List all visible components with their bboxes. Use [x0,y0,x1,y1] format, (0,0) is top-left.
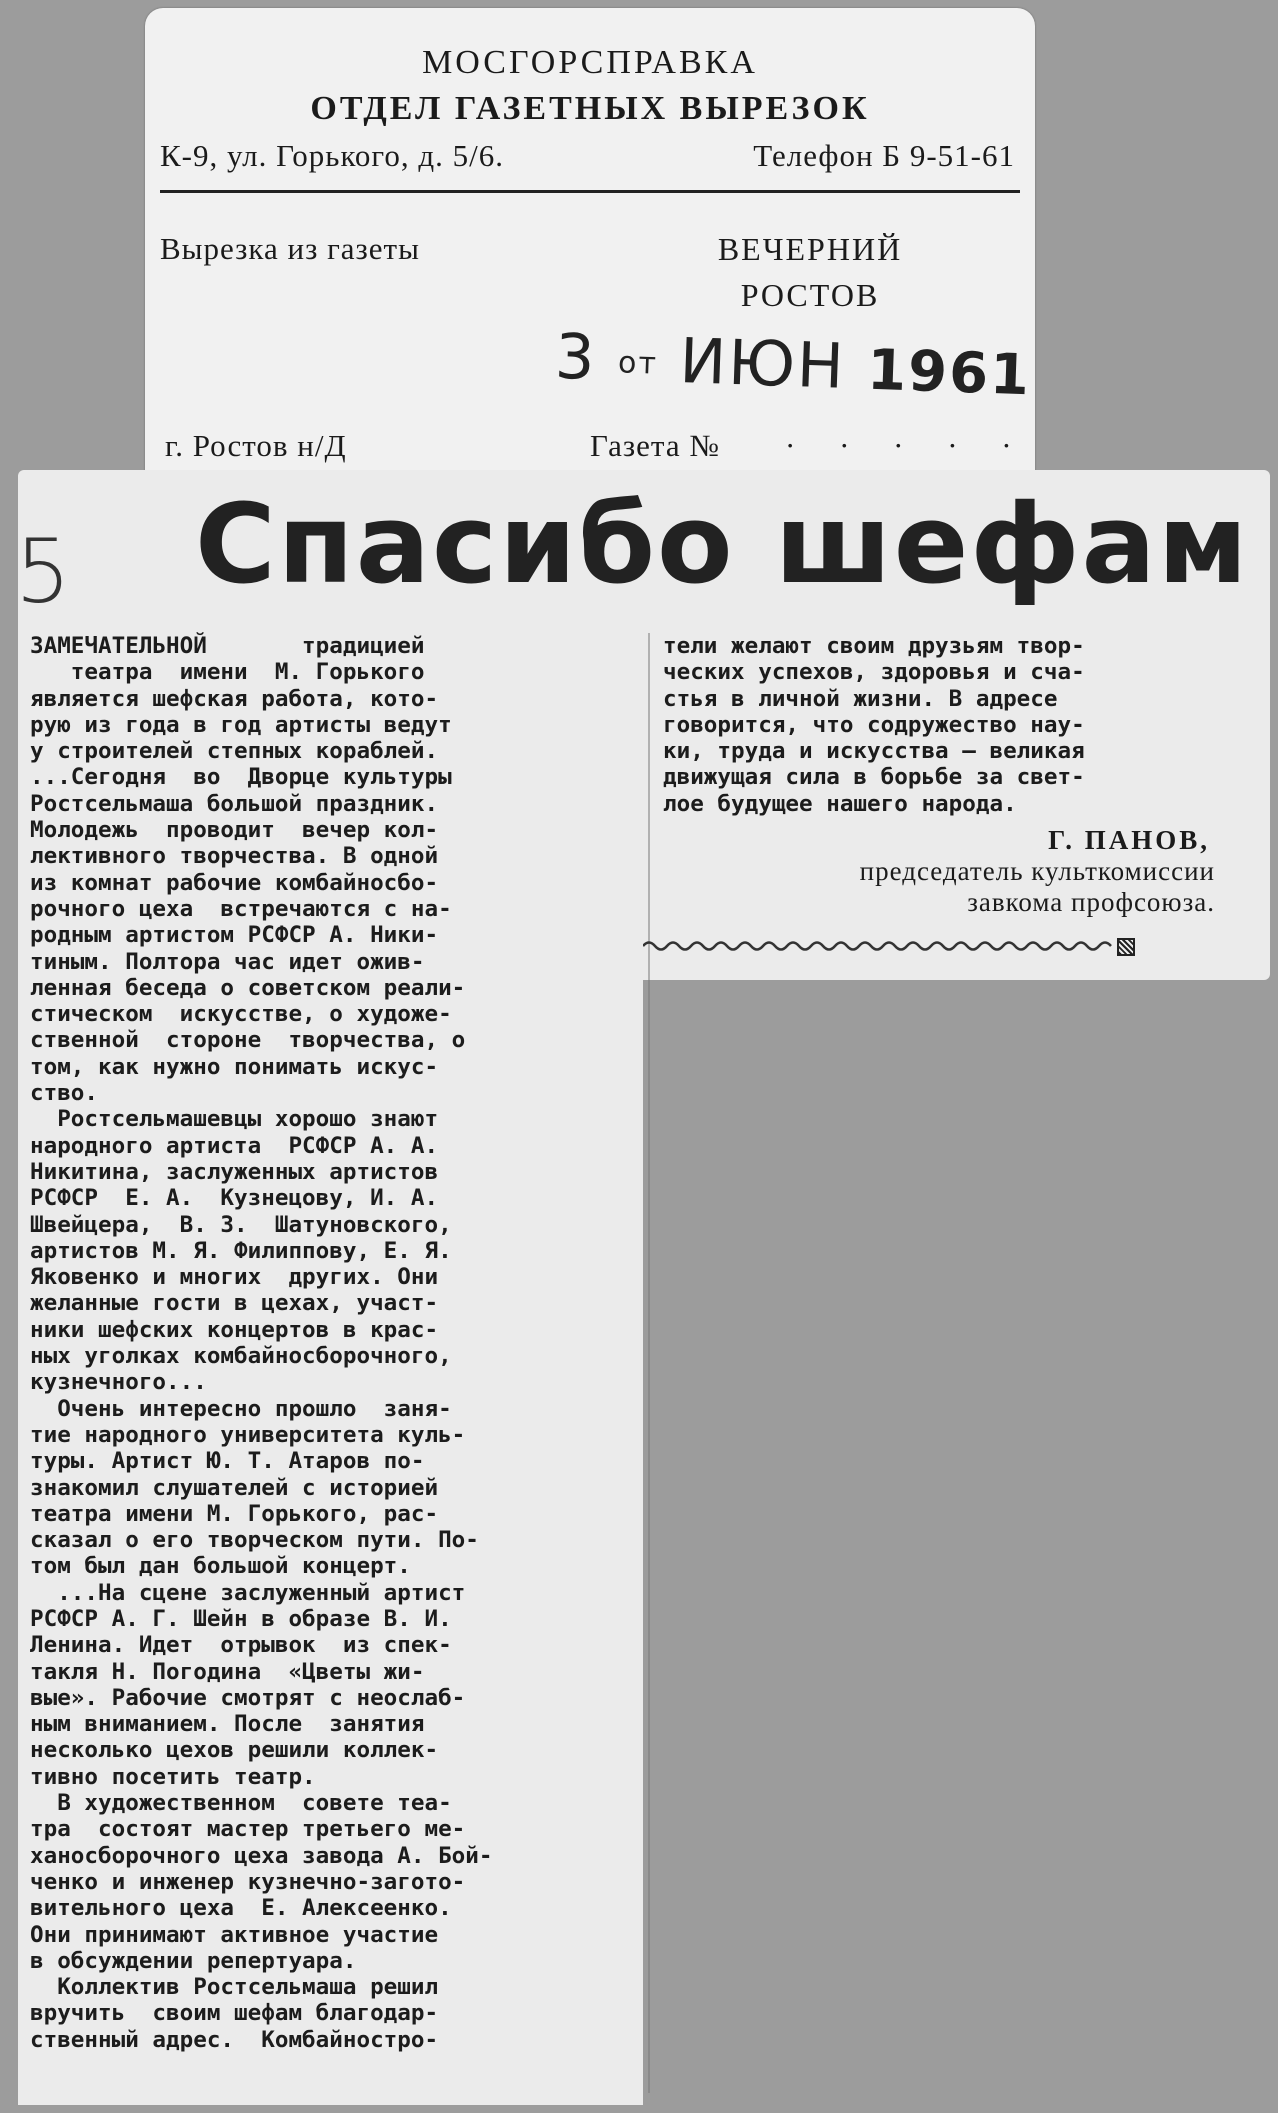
left-column-line: лективного творчества. В одной [30,843,439,870]
article-headline: Спасибо шефам [195,480,1250,608]
left-column-line: является шефская работа, кото- [30,685,439,712]
newspaper-number-blank: · · · · · [785,428,1030,463]
left-column-line: желанные гости в цехах, участ- [30,1290,439,1317]
newspaper-name-line2: РОСТОВ [740,277,880,313]
article-right-column [663,633,1085,817]
left-column-line: Швейцера, В. З. Шатуновского, [30,1211,452,1238]
article-signature [725,825,1215,918]
left-column-line: тивно посетить театр. [30,1763,316,1790]
handwritten-page-number: 5 [15,520,71,623]
agency-name: МОСГОРСПРАВКА [422,44,758,81]
left-column-line: ственной стороне творчества, о [30,1027,466,1054]
left-column-line: вручить своим шефам благодар- [30,2000,439,2027]
article-end-wavy-rule [643,935,1133,957]
left-column-line: Они принимают активное участие [30,1921,439,1948]
left-column-line: ным вниманием. После занятия [30,1711,425,1738]
left-column-line: РСФСР Е. А. Кузнецову, И. А. [30,1185,439,1212]
article-end-mark [1117,938,1135,956]
newspaper-number-label: Газета № [590,428,720,463]
left-column-line: народного артиста РСФСР А. А. [30,1132,439,1159]
clip-source-label: Вырезка из газеты [160,231,420,266]
department-name: ОТДЕЛ ГАЗЕТНЫХ ВЫРЕЗОК [310,90,870,127]
newspaper-name [675,226,945,318]
left-column-line: ЗАМЕЧАТЕЛЬНОЙ традицией [30,633,425,659]
left-column-line: туры. Артист Ю. Т. Атаров по- [30,1448,425,1475]
agency-phone: Телефон Б 9-51-61 [753,138,1015,173]
right-column-line: ческих успехов, здоровья и сча- [663,659,1085,686]
stamp-year: 1961 [866,337,1033,409]
right-column-line: ки, труда и искусства — великая [663,738,1085,765]
left-column-line: тра состоят мастер третьего ме- [30,1816,466,1843]
left-column-line: тие народного университета куль- [30,1421,466,1448]
left-column-line: Ростсельмаша большой праздник. [30,790,439,817]
left-column-line: родным артистом РСФСР А. Ники- [30,922,439,949]
left-column-line: Молодежь проводит вечер кол- [30,817,439,844]
left-column-line: ство. [30,1080,99,1107]
left-column-line: ственный адрес. Комбайностро- [30,2026,439,2053]
left-column-line: Ростсельмашевцы хорошо знают [30,1106,439,1133]
date-stamp [554,320,1033,410]
left-column-line: сказал о его творческом пути. По- [30,1527,479,1554]
newspaper-name-line1: ВЕЧЕРНИЙ [717,231,903,267]
left-column-line: ...Сегодня во Дворце культуры [30,764,452,791]
left-column-line: у строителей степных кораблей. [30,738,439,765]
right-column-line: лое будущее нашего народа. [663,790,1017,817]
left-column-line: том был дан большой концерт. [30,1553,411,1580]
left-column-line: тиным. Полтора час идет ожив- [30,948,425,975]
signature-role-line2: завкома профсоюза. [967,887,1215,917]
left-column-line: В художественном совете теа- [30,1790,452,1817]
left-column-line: Никитина, заслуженных артистов [30,1158,439,1185]
stamp-day: 3 [553,319,598,395]
left-column-line: Очень интересно прошло заня- [30,1395,452,1422]
column-divider [648,633,650,2093]
left-column-line: ленная беседа о советском реали- [30,974,466,1001]
signature-name: Г. ПАНОВ, [1048,825,1210,855]
left-column-line: рую из года в год артисты ведут [30,711,452,738]
left-column-line: Яковенко и многих других. Они [30,1264,439,1291]
city-label: г. Ростов н/Д [165,428,347,463]
left-column-line: ченко и инженер кузнечно-загото- [30,1868,466,1895]
left-column-line: том, как нужно понимать искус- [30,1053,439,1080]
left-column-line: такля Н. Погодина «Цветы жи- [30,1658,425,1685]
left-column-line: из комнат рабочие комбайносбо- [30,869,439,896]
right-column-line: тели желают своим друзьям твор- [663,633,1085,659]
clipping-label-card [145,8,1035,478]
signature-role-line1: председатель культкомиссии [859,856,1215,886]
left-column-line: ...На сцене заслуженный артист [30,1579,466,1606]
right-column-line: стья в личной жизни. В адресе [663,685,1058,712]
left-column-line: вительного цеха Е. Алексеенко. [30,1895,452,1922]
left-column-line: ханосборочного цеха завода А. Бой- [30,1842,493,1869]
left-column-line: Коллектив Ростсельмаша решил [30,1974,439,2001]
header-divider [160,190,1020,193]
left-column-line: ных уголках комбайносборочного, [30,1343,452,1370]
left-column-line: рочного цеха встречаются с на- [30,895,452,922]
left-column-line: РСФСР А. Г. Шейн в образе В. И. [30,1605,452,1632]
left-column-line: Ленина. Идет отрывок из спек- [30,1632,452,1659]
left-column-line: знакомил слушателей с историей [30,1474,439,1501]
stamp-prefix: от [617,345,659,382]
left-column-line: вые». Рабочие смотрят с неослаб- [30,1684,466,1711]
left-column-line: артистов М. Я. Филиппову, Е. Я. [30,1237,452,1264]
left-column-line: в обсуждении репертуара. [30,1947,357,1974]
left-column-line: кузнечного... [30,1369,207,1396]
right-column-line: движущая сила в борьбе за свет- [663,764,1085,791]
article-left-column [30,633,493,2053]
left-column-line: театра имени М. Горького [30,659,425,686]
agency-address: К-9, ул. Горького, д. 5/6. [160,138,505,173]
left-column-line: стическом искусстве, о художе- [30,1001,452,1028]
left-column-line: ники шефских концертов в крас- [30,1316,439,1343]
left-column-line: театра имени М. Горького, рас- [30,1500,439,1527]
right-column-line: говорится, что содружество нау- [663,711,1085,738]
left-column-line: несколько цехов решили коллек- [30,1737,439,1764]
stamp-month: ИЮН [678,324,847,403]
